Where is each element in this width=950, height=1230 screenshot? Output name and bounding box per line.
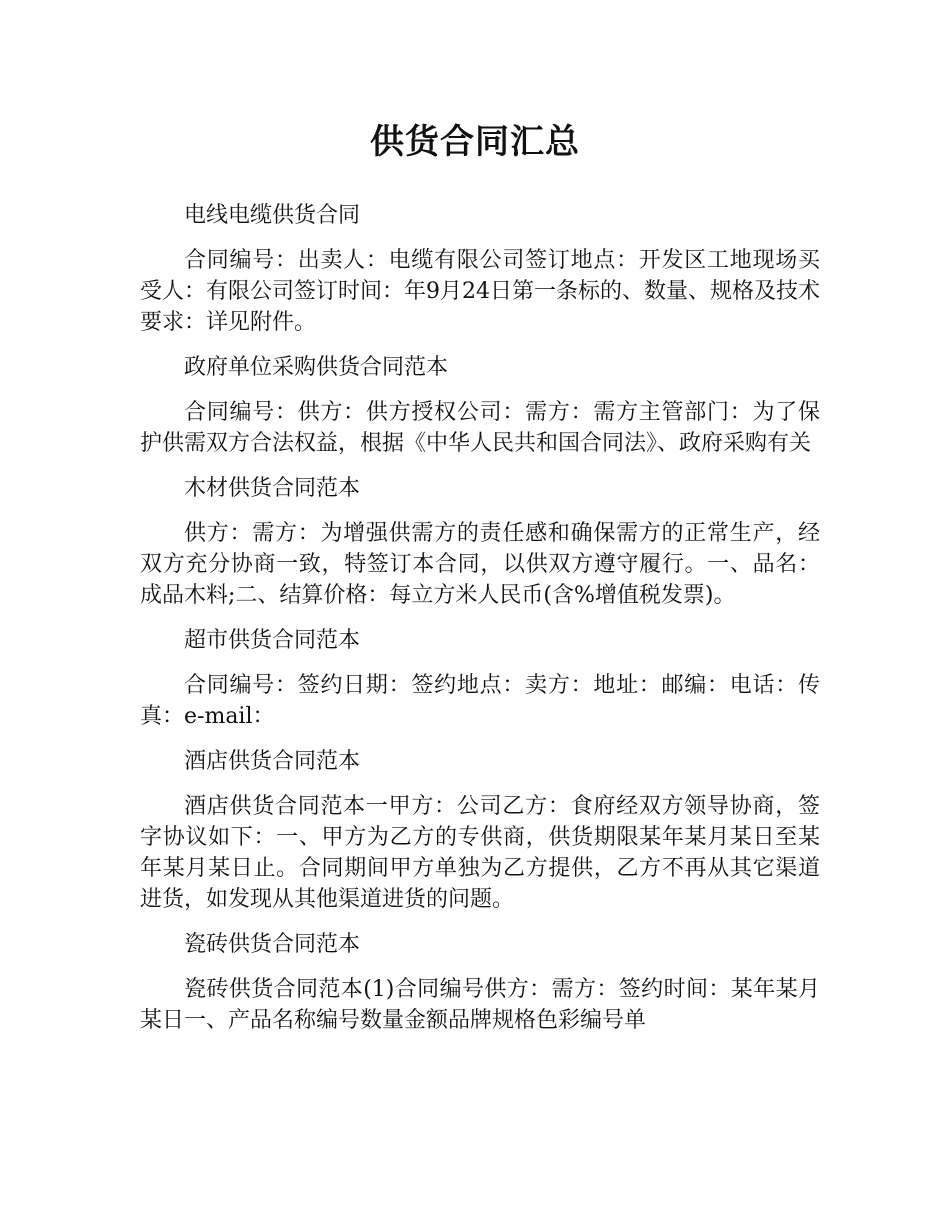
- section-body-supermarket: 合同编号：签约日期：签约地点：卖方：地址：邮编：电话：传真：e-mail：: [140, 673, 820, 729]
- section-heading-supermarket: 超市供货合同范本: [184, 628, 361, 653]
- section-body-wire-cable: 合同编号：出卖人：电缆有限公司签订地点：开发区工地现场买受人：有限公司签订时间：年9月24日第一条标的、数量、规格及技术要求：详见附件。: [140, 248, 820, 335]
- section-body-timber: 供方：需方：为增强供需方的责任感和确保需方的正常生产，经双方充分协商一致，特签订本合同，以供双方遵守履行。一、品名：成品木料;二、结算价格：每立方米人民币(含%增值税发票)。: [140, 521, 820, 608]
- section-body-hotel: 酒店供货合同范本一甲方：公司乙方：食府经双方领导协商，签字协议如下：一、甲方为乙方的专供商，供货期限某年某月某日至某年某月某日止。合同期间甲方单独为乙方提供，乙方不再从其它渠道进货，如发现从其他渠道进货的问题。: [140, 794, 820, 912]
- document-title: 供货合同汇总: [370, 122, 580, 162]
- document-body: [140, 200, 820, 1050]
- section-heading-government: 政府单位采购供货合同范本: [184, 355, 449, 380]
- section-body-tile: 瓷砖供货合同范本(1)合同编号供方：需方：签约时间：某年某月某日一、产品名称编号数量金额品牌规格色彩编号单: [140, 977, 820, 1033]
- section-heading-wire-cable: 电线电缆供货合同: [184, 203, 361, 228]
- section-heading-tile: 瓷砖供货合同范本: [184, 932, 361, 957]
- section-heading-timber: 木材供货合同范本: [184, 476, 361, 501]
- section-heading-hotel: 酒店供货合同范本: [184, 749, 361, 774]
- section-body-government: 合同编号：供方：供方授权公司：需方：需方主管部门：为了保护供需双方合法权益，根据《中华人民共和国合同法》、政府采购有关: [140, 400, 820, 456]
